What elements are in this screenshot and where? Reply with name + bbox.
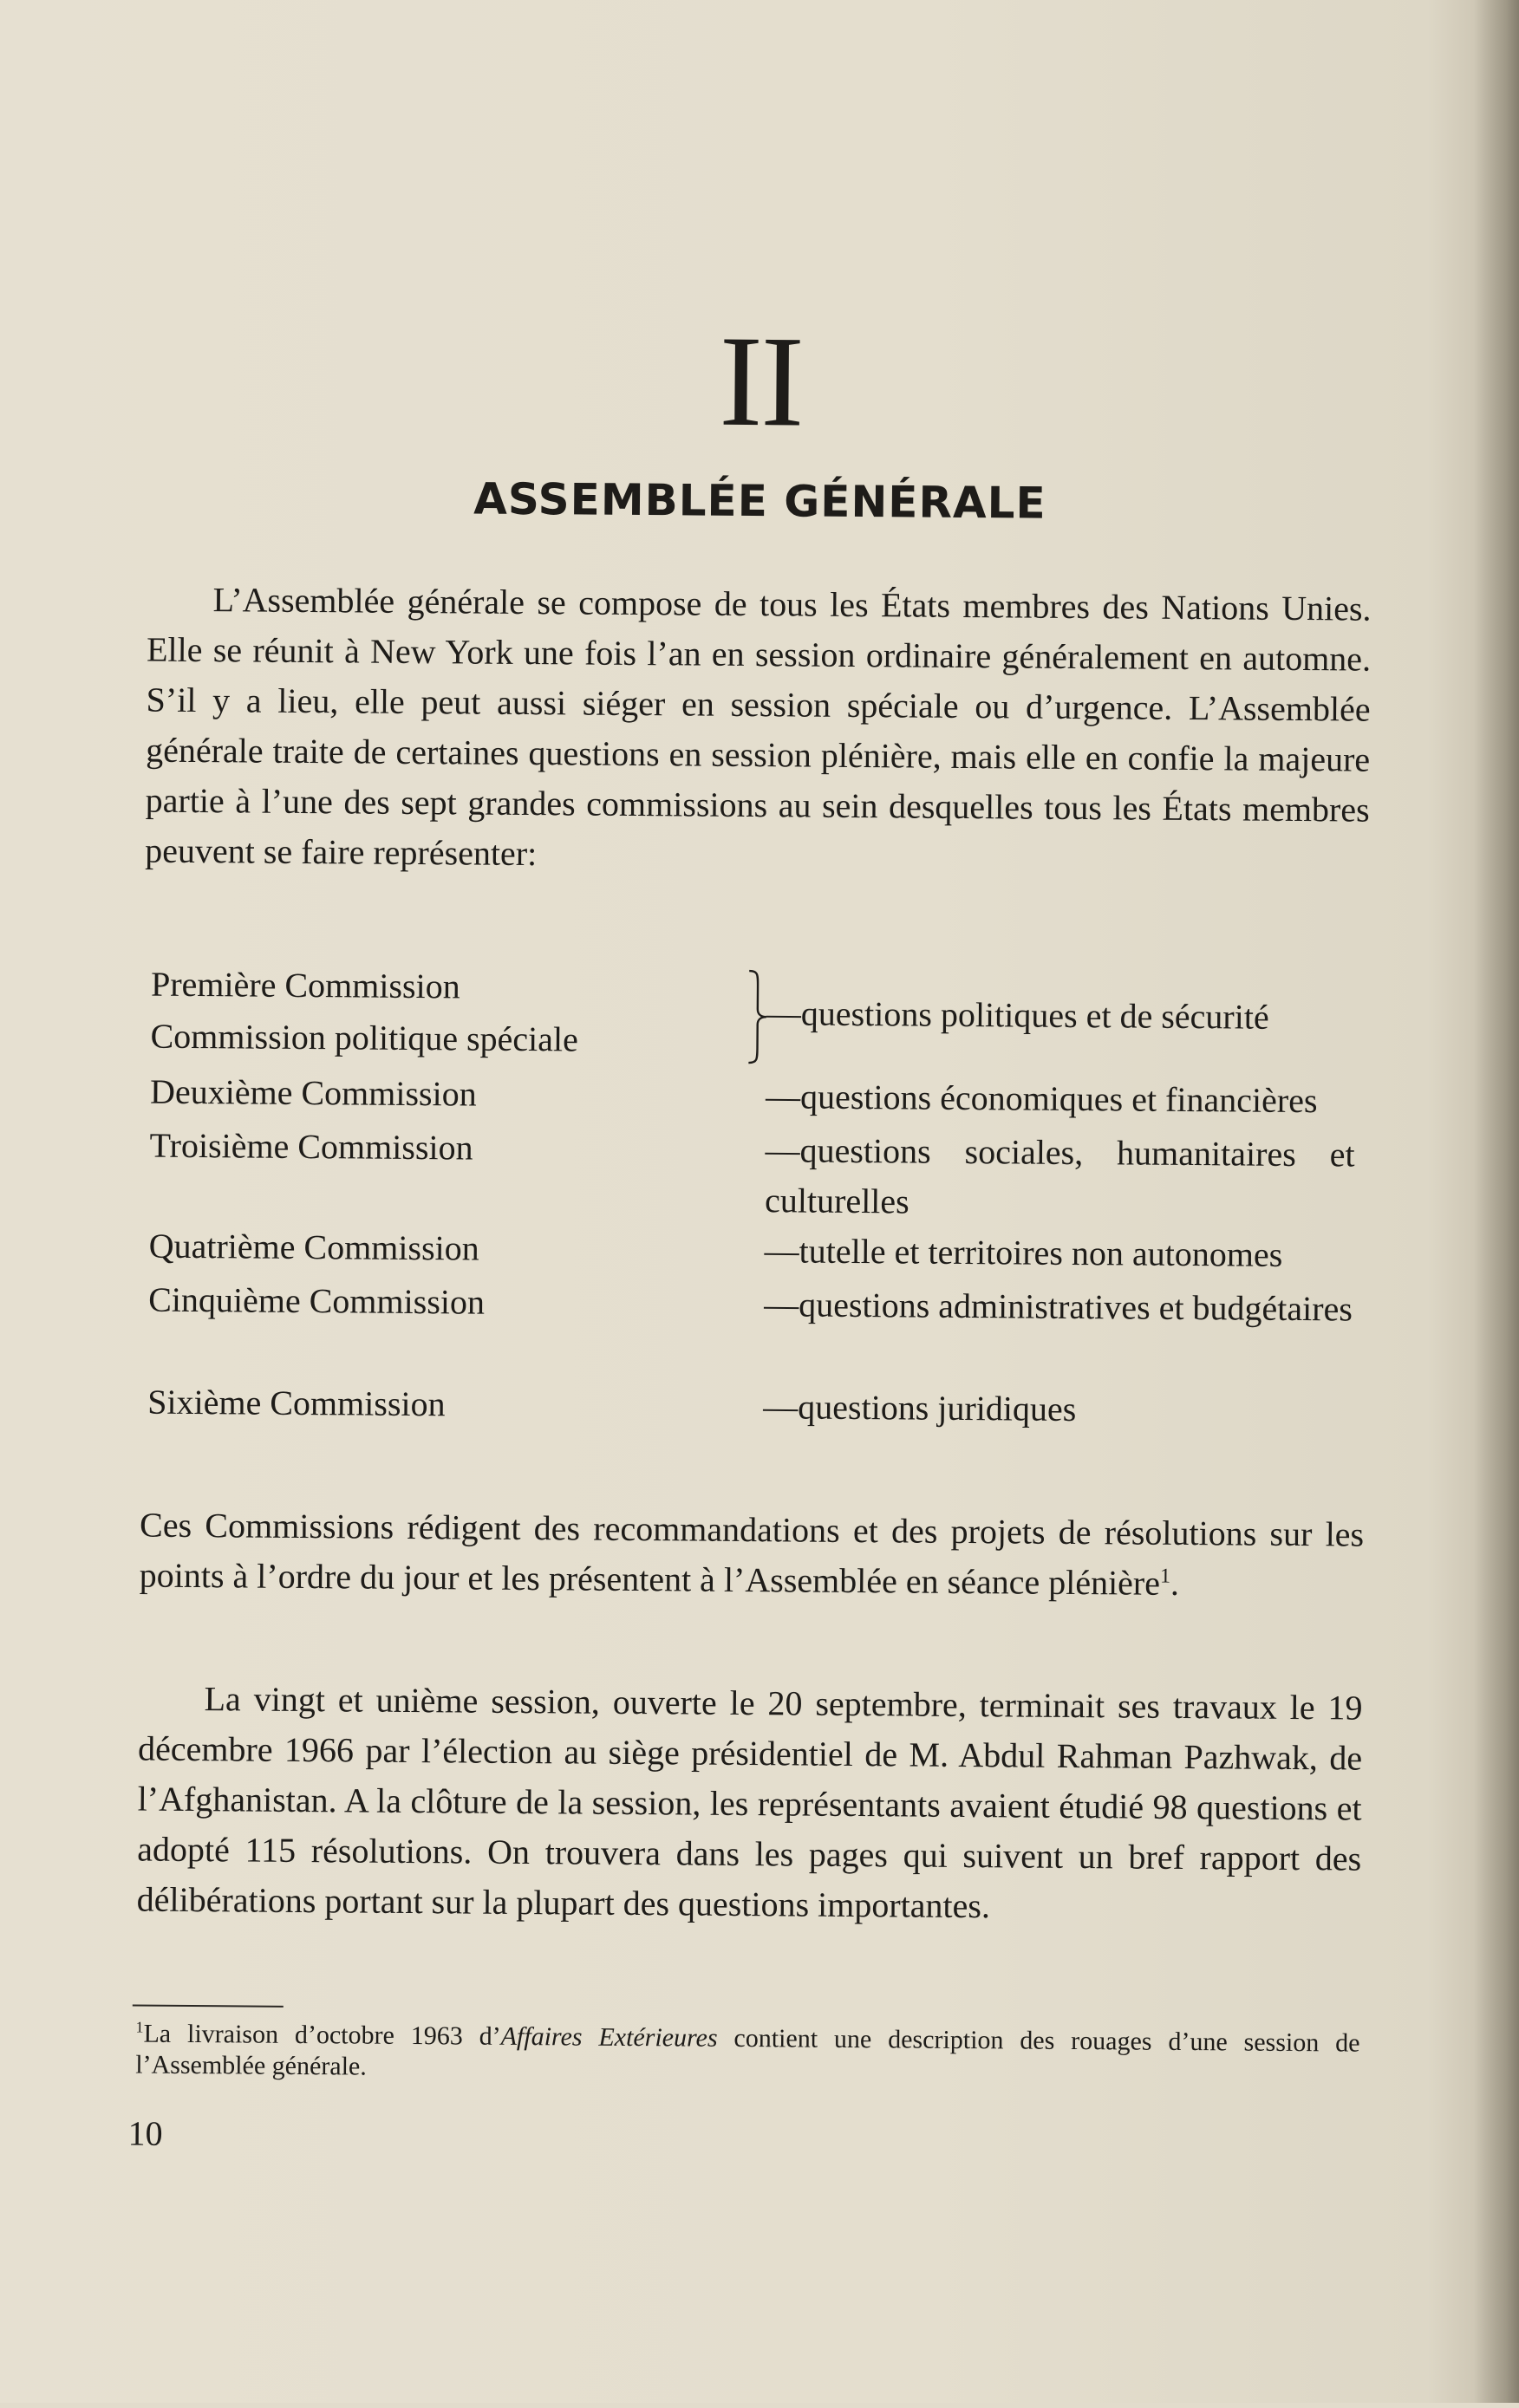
chapter-number: II: [718, 309, 804, 454]
commission-name: Quatrième Commission: [148, 1226, 479, 1268]
commissions-paragraph-end: .: [1170, 1563, 1180, 1603]
commission-subject: —tutelle et territoires non autonomes: [764, 1231, 1283, 1274]
chapter-title: ASSEMBLÉE GÉNÉRALE: [473, 473, 1046, 529]
commission-name: Sixième Commission: [147, 1382, 446, 1424]
commission-name: Commission politique spéciale: [150, 1016, 579, 1059]
commission-name: Cinquième Commission: [148, 1279, 486, 1322]
commission-subject: —questions sociales, humanitaires et culturelles: [764, 1130, 1355, 1221]
commission-subject: —questions juridiques: [763, 1387, 1077, 1429]
commission-subject: —questions administratives et budgétaires: [764, 1285, 1353, 1329]
footnote-reference: 1: [1159, 1565, 1171, 1588]
commissions-paragraph-text: Ces Commissions rédigent des recommandations et des projets de résolutions sur les points à l’ordre du jour et les présentent à l’Assemblée en séance plénière: [139, 1505, 1365, 1603]
footnote: [135, 2019, 1360, 2091]
commission-subject: —questions politiques et de sécurité: [766, 993, 1269, 1037]
commission-name: Troisième Commission: [149, 1125, 473, 1168]
commission-subject: —questions économiques et financières: [765, 1077, 1318, 1121]
page-number: 10: [127, 2113, 163, 2153]
footnote-text-after: contient une description des rouages d’une session de l’Assemblée générale.: [135, 2023, 1360, 2081]
commission-name: Deuxième Commission: [149, 1071, 477, 1114]
commissions-paragraph: [139, 1500, 1364, 1611]
page-edge-shadow: [1474, 0, 1519, 2403]
footnote-marker: 1: [135, 2018, 144, 2036]
footnote-text-before: La livraison d’octobre 1963 d’: [143, 2019, 501, 2051]
page-content: [129, 0, 1379, 2408]
session-paragraph: La vingt et unième session, ouverte le 20 septembre, terminait ses travaux le 19 décembre 1966 par l’élection au siège présidentiel de M. Abdul Rahman Pazhwak, de l’Afghanistan. A la clôture de la session, les représentants avaient étudié 98 questions et adopté 115 résolutions. On trouvera dans les pages qui suivent un bref rapport des délibérations portant sur la plupart des questions importantes.: [136, 1679, 1363, 1926]
commission-name: Première Commission: [150, 964, 460, 1006]
brace-icon: [746, 969, 768, 1064]
footnote-publication: Affaires Extérieures: [500, 2021, 718, 2053]
intro-paragraph: L’Assemblée générale se compose de tous les États membres des Nations Unies. Elle se réunit à New York une fois l’an en session ordinaire généralement en automne. S’il y a lieu, elle peut aussi siéger en session spéciale ou d’urgence. L’Assemblée générale traite de certaines questions en session plénière, mais elle en confie la majeure partie à l’une des sept grandes commissions au sein desquelles tous les États membres peuvent se faire représenter:: [145, 580, 1372, 874]
footnote-divider: [133, 2004, 284, 2007]
